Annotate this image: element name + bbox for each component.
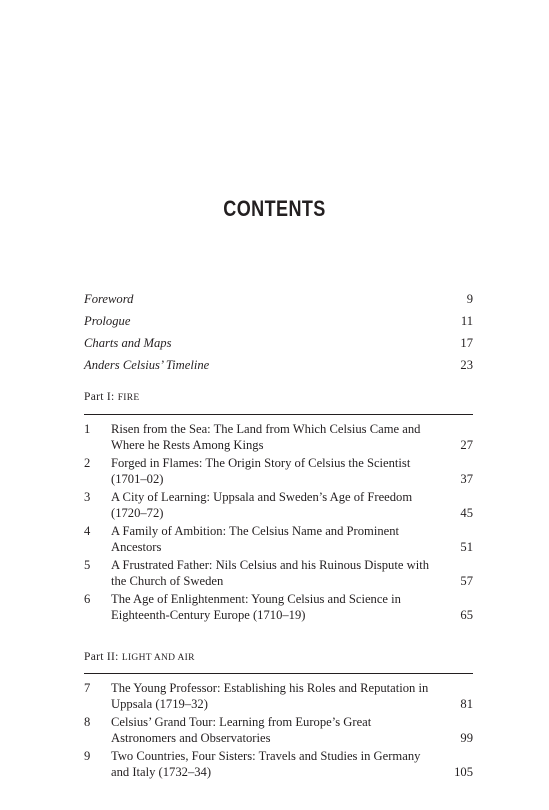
part-divider-2 [84, 673, 473, 674]
toc-entry-timeline[interactable] [84, 354, 473, 376]
chapter-page: 105 [454, 765, 473, 779]
chapter-page: 45 [460, 506, 473, 520]
chapter-page: 57 [460, 574, 473, 588]
entry-title: Foreword [84, 292, 134, 306]
toc-entry-prologue[interactable] [84, 310, 473, 332]
chapter-title: The Young Professor: Establishing his Roles and Reputation in Uppsala (1719–32) [111, 681, 429, 711]
part-heading-2 [84, 651, 195, 663]
toc-chapter-8[interactable] [84, 714, 473, 746]
chapter-number: 7 [84, 681, 91, 695]
chapter-number: 5 [84, 558, 91, 572]
toc-entry-charts-and-maps[interactable] [84, 332, 473, 354]
chapter-title: Forged in Flames: The Origin Story of Celsius the Scientist (1701–02) [111, 456, 411, 486]
chapter-number: 1 [84, 422, 91, 436]
chapter-title: Risen from the Sea: The Land from Which Celsius Came and Where he Rests Among Kings [111, 422, 421, 452]
chapter-number: 3 [84, 490, 91, 504]
part-divider-1 [84, 414, 473, 415]
chapter-number: 4 [84, 524, 91, 538]
chapter-number: 8 [84, 715, 91, 729]
toc-chapter-7[interactable] [84, 680, 473, 712]
chapter-page: 27 [460, 438, 473, 452]
entry-title: Anders Celsius’ Timeline [84, 358, 210, 372]
toc-chapter-5[interactable] [84, 557, 473, 589]
chapter-page: 81 [460, 697, 473, 711]
toc-entry-foreword[interactable] [84, 288, 473, 310]
toc-chapter-2[interactable] [84, 455, 473, 487]
chapter-page: 51 [460, 540, 473, 554]
chapter-page: 37 [460, 472, 473, 486]
page-title [49, 196, 499, 222]
toc-chapter-9[interactable] [84, 748, 473, 780]
chapter-title: A Family of Ambition: The Celsius Name and Prominent Ancestors [111, 524, 400, 554]
front-matter-list [84, 288, 473, 376]
chapter-number: 6 [84, 592, 91, 606]
entry-page: 11 [460, 314, 473, 328]
toc-chapter-1[interactable] [84, 421, 473, 453]
contents-heading: CONTENTS [223, 196, 326, 221]
part-name: FIRE [117, 393, 140, 403]
chapter-title: The Age of Enlightenment: Young Celsius and Science in Eighteenth-Century Europe (1710–19) [111, 592, 401, 622]
chapter-title: Celsius’ Grand Tour: Learning from Europe’s Great Astronomers and Observatories [111, 715, 372, 745]
part-label: Part I: [84, 391, 115, 403]
chapter-title: A Frustrated Father: Nils Celsius and his Ruinous Dispute with the Church of Sweden [111, 558, 429, 588]
entry-page: 9 [466, 292, 473, 306]
entry-page: 23 [460, 358, 473, 372]
part-label: Part II: [84, 651, 119, 663]
chapter-page: 99 [460, 731, 473, 745]
toc-chapter-6[interactable] [84, 591, 473, 623]
part-heading-1 [84, 391, 140, 403]
entry-title: Charts and Maps [84, 336, 172, 350]
chapter-number: 9 [84, 749, 91, 763]
chapter-title: Two Countries, Four Sisters: Travels and Studies in Germany and Italy (1732–34) [111, 749, 421, 779]
entry-title: Prologue [84, 314, 131, 328]
chapter-number: 2 [84, 456, 91, 470]
entry-page: 17 [460, 336, 473, 350]
chapter-title: A City of Learning: Uppsala and Sweden’s Age of Freedom (1720–72) [111, 490, 413, 520]
part-name: LIGHT AND AIR [121, 653, 195, 663]
toc-chapter-3[interactable] [84, 489, 473, 521]
toc-chapter-4[interactable] [84, 523, 473, 555]
chapter-page: 65 [460, 608, 473, 622]
